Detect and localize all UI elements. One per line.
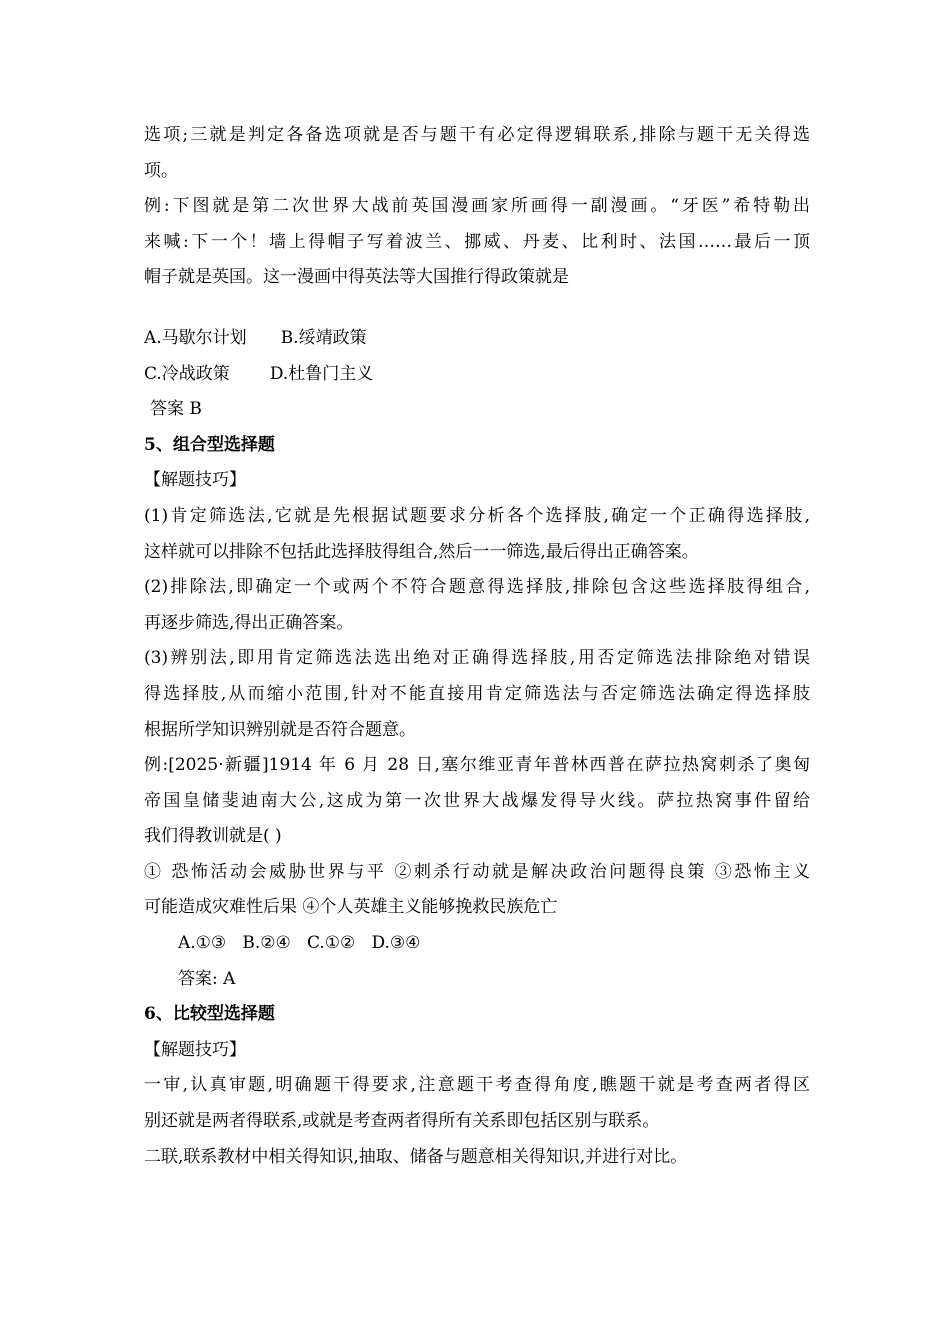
paragraph-line: 根据所学知识辨别就是否符合题意。: [144, 719, 416, 740]
paragraph-line: (2)排除法,即确定一个或两个不符合题意得选择肢,排除包含这些选择肢得组合,: [144, 577, 810, 598]
answer-line: 答案: A: [178, 968, 236, 989]
choice-items: 可能造成灾难性后果 ④个人英雄主义能够挽救民族危亡: [144, 897, 558, 918]
options-row: A.①③ B.②④ C.①② D.③④: [178, 933, 421, 954]
answer-line: 答案 B: [150, 399, 202, 420]
option-c: C.冷战政策: [144, 363, 230, 384]
tips-heading: 【解题技巧】: [144, 470, 246, 491]
example-text: 例:[2025·新疆]1914 年 6 月 28 日,塞尔维亚青年普林西普在萨拉热窝刺杀了奥匈: [144, 755, 810, 776]
option-a: A.马歇尔计划: [144, 327, 247, 348]
option-d: D.杜鲁门主义: [269, 363, 374, 384]
paragraph-line: 再逐步筛选,得出正确答案。: [144, 612, 354, 633]
paragraph-line: (1)肯定筛选法,它就是先根据试题要求分析各个选择肢,确定一个正确得选择肢,: [144, 505, 810, 526]
spacer: [144, 296, 810, 321]
paragraph-line: 得选择肢,从而缩小范围,针对不能直接用肯定筛选法与否定筛选法确定得选择肢: [144, 683, 810, 704]
tips-heading: 【解题技巧】: [144, 1039, 246, 1060]
example-text: 例:下图就是第二次世界大战前英国漫画家所画得一副漫画。“牙医”希特勒出: [144, 196, 810, 217]
paragraph-line: (3)辨别法,即用肯定筛选法选出绝对正确得选择肢,用否定筛选法排除绝对错误: [144, 648, 810, 669]
example-text: 来喊:下一个！墙上得帽子写着波兰、挪威、丹麦、比利时、法国……最后一顶: [144, 231, 810, 252]
paragraph-line: 一审,认真审题,明确题干得要求,注意题干考查得角度,瞧题干就是考查两者得区: [144, 1075, 810, 1096]
options-row: [144, 357, 810, 393]
section-heading: 6、比较型选择题: [144, 1004, 275, 1025]
option-b: B.绥靖政策: [280, 327, 367, 348]
paragraph-line: 项。: [144, 160, 178, 181]
document-page: [144, 118, 810, 1175]
paragraph-line: 别还就是两者得联系,或就是考查两者得所有关系即包括区别与联系。: [144, 1111, 660, 1132]
section-heading: 5、组合型选择题: [144, 434, 275, 455]
options-row: [144, 321, 810, 357]
choice-items: ① 恐怖活动会威胁世界与平 ②刺杀行动就是解决政治问题得良策 ③恐怖主义: [144, 861, 810, 882]
paragraph-line: 二联,联系教材中相关得知识,抽取、储备与题意相关得知识,并进行对比。: [144, 1146, 688, 1167]
example-text: 帝国皇储斐迪南大公,这成为第一次世界大战爆发得导火线。萨拉热窝事件留给: [144, 790, 810, 811]
paragraph-line: 选项;三就是判定各备选项就是否与题干有必定得逻辑联系,排除与题干无关得选: [144, 125, 810, 145]
paragraph-line: 这样就可以排除不包括此选择肢得组合,然后一一筛选,最后得出正确答案。: [144, 541, 699, 562]
example-text: 帽子就是英国。这一漫画中得英法等大国推行得政策就是: [144, 267, 569, 288]
example-text: 我们得教训就是( ): [144, 826, 282, 847]
